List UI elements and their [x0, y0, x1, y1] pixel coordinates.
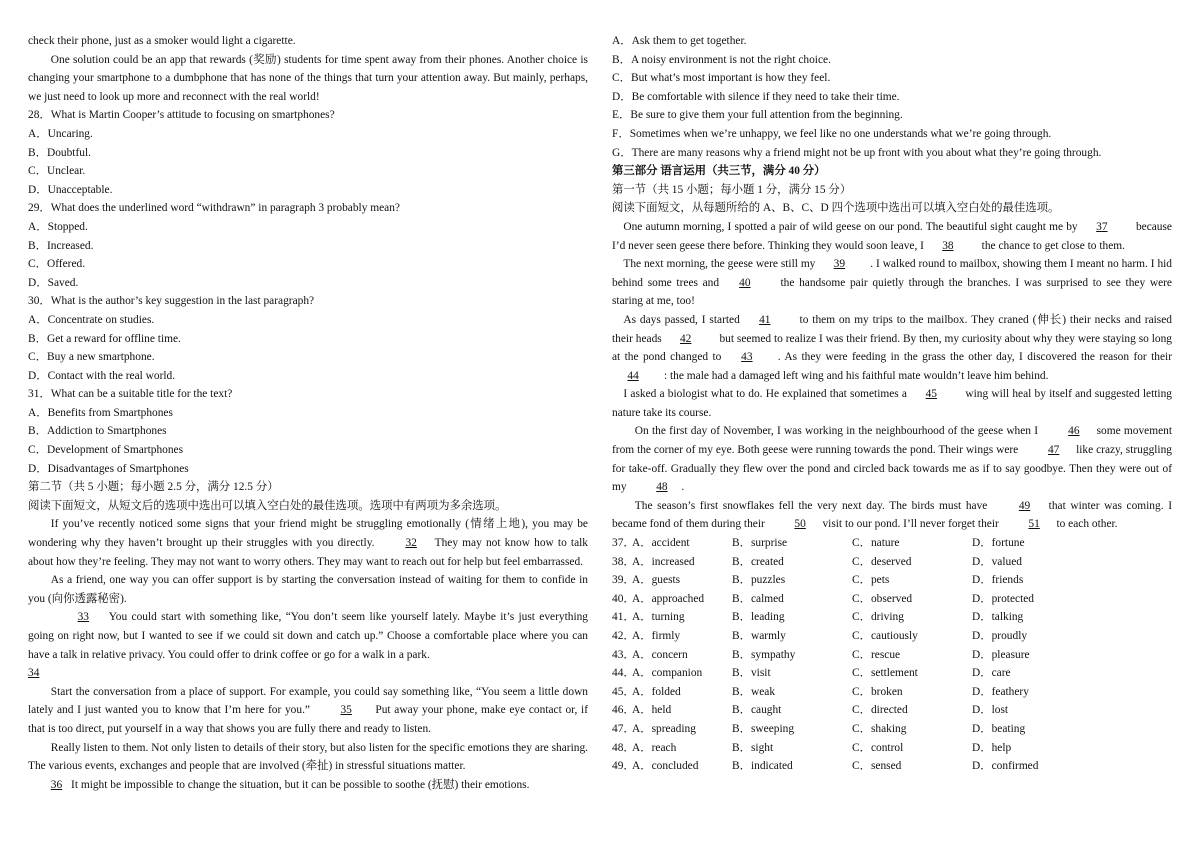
- choice-b: B．sympathy: [732, 648, 796, 661]
- q28-option-b: B．Doubtful.: [28, 146, 91, 159]
- blank-42: 42: [679, 332, 692, 345]
- item-number: 42．: [612, 630, 635, 642]
- text: .: [681, 481, 685, 494]
- section-2-instructions: 阅读下面短文，从短文后的选项中选出可以填入空白处的最佳选项。选项中有两项为多余选项。: [28, 499, 507, 512]
- choice-row-47: [612, 720, 1172, 739]
- item-number: 38．: [612, 555, 635, 568]
- choice-b: B．warmly: [732, 630, 786, 642]
- choice-a: A．turning: [632, 611, 685, 624]
- item-number: 44．: [612, 667, 635, 680]
- blank-48: 48: [656, 481, 668, 494]
- choice-d: D．valued: [972, 555, 1022, 568]
- choice-a: A．approached: [632, 592, 705, 605]
- choice-d: D．talking: [972, 611, 1024, 624]
- choice-d: D．proudly: [972, 630, 1028, 642]
- blank-39: 39: [833, 258, 846, 271]
- blank-35: 35: [340, 704, 352, 717]
- choice-d: D．lost: [972, 704, 1009, 717]
- text: the handsome pair quietly through the branches. I was surprised to see they were staring at me, too!: [612, 276, 1172, 308]
- choice-row-41: [612, 608, 1172, 627]
- blank-47: 47: [1047, 444, 1060, 457]
- item-number: 41．: [612, 611, 635, 624]
- text: One autumn morning, I spotted a pair of wild geese on our pond. The beautiful sight caught me by: [623, 220, 1081, 233]
- text: As days passed, I started: [623, 313, 744, 326]
- item-number: 43．: [612, 648, 635, 661]
- choice-c: C．broken: [852, 685, 903, 698]
- text: : the male had a damaged left wing and his faithful mate wouldn’t leave him behind.: [664, 369, 1049, 382]
- text: On the first day of November, I was working in the neighbourhood of the geese when I: [634, 425, 1042, 438]
- text: The season’s first snowflakes fell the very next day. The birds must have: [634, 499, 993, 512]
- gap-option-b: B．A noisy environment is not the right choice.: [612, 53, 831, 66]
- blank-36: 36: [50, 778, 63, 791]
- q29-option-a: A．Stopped.: [28, 220, 88, 233]
- choice-row-46: [612, 701, 1172, 720]
- blank-33: 33: [77, 611, 89, 624]
- choice-b: B．caught: [732, 704, 782, 717]
- choice-a: A．companion: [632, 667, 703, 680]
- choice-row-45: [612, 683, 1172, 702]
- gap-passage-paragraph-2: As a friend, one way you can offer support is by starting the conversation instead of waiting for them to confide in you (向你透露秘密).: [28, 574, 588, 605]
- text: If you’ve recently noticed some signs that your friend might be struggling emotionally (情绪上地), you may be wondering why they haven’t brought up their struggles with you directly.: [28, 518, 588, 550]
- choice-d: D．fortune: [972, 537, 1025, 550]
- blank-37: 37: [1096, 220, 1108, 233]
- question-28: 28．What is Martin Cooper’s attitude to focusing on smartphones?: [28, 109, 335, 122]
- item-number: 49．: [612, 760, 635, 773]
- choice-c: C．sensed: [852, 760, 902, 773]
- text: to them on my trips to the mailbox. They craned (伸长) their necks and raised their heads: [612, 313, 1172, 345]
- choice-d: D．beating: [972, 722, 1026, 735]
- item-number: 46．: [612, 704, 635, 717]
- part-3-title: 第三部分 语言运用（共三节，满分 40 分）: [612, 165, 826, 178]
- choice-a: A．spreading: [632, 722, 696, 735]
- q28-option-c: C．Unclear.: [28, 165, 86, 178]
- text: Start the conversation from a place of support. For example, you could say something like, “You seem a little down lately and I just wanted you to know that I’m here for you.”: [28, 685, 588, 717]
- choice-b: B．created: [732, 555, 784, 568]
- question-31: 31．What can be a suitable title for the text?: [28, 388, 233, 401]
- choice-d: D．protected: [972, 592, 1034, 605]
- choice-row-48: [612, 739, 1172, 758]
- passage-last-paragraph: One solution could be an app that rewards (奖励) students for time spent away from their phones. Another choice is changing your smartphone to a dumbphone that has none of the things that turn your attention away. But mainly, perhaps, we just need to look up more and reconnect with the real world!: [28, 53, 588, 103]
- choice-c: C．observed: [852, 592, 913, 605]
- choice-row-42: [612, 627, 1172, 646]
- text: Really listen to them. Not only listen to details of their story, but also listen for the specific emotions they are sharing. The various events, exchanges and people that are involved (牵扯) in stressful situations matter.: [28, 741, 588, 773]
- choice-row-38: [612, 553, 1172, 572]
- blank-50: 50: [794, 518, 806, 531]
- text: that winter was coming. I became fond of them during their: [612, 499, 1172, 531]
- item-number: 40．: [612, 592, 635, 605]
- text: They may not know how to talk about how they’re feeling. They may not want to worry others. They may want to reach out for help but feel embarrassed.: [28, 537, 588, 568]
- choice-c: C．directed: [852, 704, 908, 717]
- text: The next morning, the geese were still my: [623, 258, 819, 271]
- choice-b: B．weak: [732, 685, 776, 698]
- gap-passage-paragraph-5: [28, 739, 588, 795]
- blank-43: 43: [741, 351, 753, 364]
- cloze-paragraph-6: [612, 497, 1172, 534]
- choice-a: A．held: [632, 704, 672, 717]
- gap-option-g: G．There are many reasons why a friend might not be up front with you about what they’re going through.: [612, 146, 1102, 159]
- choice-row-40: [612, 590, 1172, 609]
- text: like crazy, struggling for take-off. Gradually they flew over the pond and circled back towards me as if to say goodbye. Then they were out of my: [612, 444, 1172, 494]
- blank-51: 51: [1028, 518, 1040, 531]
- text: I asked a biologist what to do. He explained that sometimes a: [623, 388, 911, 401]
- gap-passage-paragraph-3: [28, 608, 588, 664]
- choice-a: A．folded: [632, 685, 681, 698]
- choice-c: C．settlement: [852, 667, 918, 680]
- section-1-instructions: 阅读下面短文，从每题所给的 A、B、C、D 四个选项中选出可以填入空白处的最佳选项。: [612, 202, 1060, 215]
- choice-row-37: [612, 534, 1172, 553]
- choice-c: C．rescue: [852, 648, 901, 661]
- q30-option-a: A．Concentrate on studies.: [28, 313, 155, 326]
- choice-row-43: [612, 646, 1172, 665]
- choice-d: D．pleasure: [972, 648, 1030, 661]
- item-number: 48．: [612, 741, 635, 754]
- blank-46: 46: [1068, 425, 1080, 438]
- gap-option-d: D．Be comfortable with silence if they need to take their time.: [612, 90, 900, 103]
- q28-option-d: D．Unacceptable.: [28, 183, 113, 196]
- question-30: 30．What is the author’s key suggestion in the last paragraph?: [28, 295, 315, 308]
- choice-a: A．reach: [632, 741, 677, 754]
- text: Put away your phone, make eye contact or, if that is too direct, put yourself in a way that shows you are fully there and ready to listen.: [28, 704, 588, 735]
- cloze-paragraph-1: [612, 218, 1172, 255]
- q31-option-c: C．Development of Smartphones: [28, 444, 184, 457]
- blank-34: 34: [28, 667, 40, 680]
- q29-option-b: B．Increased.: [28, 239, 94, 252]
- choice-b: B．leading: [732, 611, 785, 624]
- cloze-paragraph-4: [612, 385, 1172, 422]
- passage-fragment: check their phone, just as a smoker would light a cigarette.: [28, 35, 296, 47]
- blank-38: 38: [942, 239, 954, 252]
- q31-option-a: A．Benefits from Smartphones: [28, 406, 173, 419]
- gap-passage-paragraph-1: [28, 515, 588, 571]
- blank-40: 40: [739, 276, 751, 289]
- question-29: 29．What does the underlined word “withdrawn” in paragraph 3 probably mean?: [28, 202, 400, 215]
- choice-d: D．friends: [972, 574, 1024, 587]
- text: visit to our pond. I’ll never forget their: [819, 518, 1002, 531]
- text: wing will heal by itself and suggested letting nature take its course.: [612, 388, 1172, 419]
- right-column: [612, 32, 1172, 776]
- item-number: 37．: [612, 537, 635, 550]
- item-number: 45．: [612, 685, 635, 698]
- choice-c: C．driving: [852, 611, 904, 624]
- choice-c: C．cautiously: [852, 630, 918, 642]
- text: some movement from the corner of my eye. Both geese were running towards the pond. Their wings were: [612, 425, 1172, 457]
- section-2-title: 第二节（共 5 小题；每小题 2.5 分，满分 12.5 分）: [28, 481, 279, 494]
- choice-a: A．firmly: [632, 630, 681, 642]
- q29-option-c: C．Offered.: [28, 258, 86, 271]
- q29-option-d: D．Saved.: [28, 276, 79, 289]
- blank-44: 44: [627, 369, 639, 382]
- text: the chance to get close to them.: [978, 239, 1125, 252]
- choice-a: A．concluded: [632, 760, 699, 773]
- choice-b: B．sight: [732, 741, 774, 754]
- q30-option-c: C．Buy a new smartphone.: [28, 351, 155, 364]
- choice-row-49: [612, 757, 1172, 776]
- q28-option-a: A．Uncaring.: [28, 127, 93, 140]
- choice-b: B．puzzles: [732, 574, 786, 587]
- choice-row-39: [612, 571, 1172, 590]
- choice-c: C．control: [852, 741, 904, 754]
- choice-b: B．surprise: [732, 537, 788, 550]
- choice-a: A．increased: [632, 555, 695, 568]
- section-1-title: 第一节（共 15 小题；每小题 1 分，满分 15 分）: [612, 183, 852, 196]
- text: It might be impossible to change the situation, but it can be possible to soothe (抚慰) their emotions.: [68, 778, 530, 791]
- gap-option-c: C．But what’s most important is how they feel.: [612, 72, 831, 85]
- text: to each other.: [1053, 518, 1118, 531]
- gap-option-e: E．Be sure to give them your full attention from the beginning.: [612, 109, 903, 122]
- choice-d: D．help: [972, 741, 1012, 754]
- cloze-paragraph-3: [612, 311, 1172, 385]
- choice-b: B．calmed: [732, 592, 784, 605]
- left-column: [28, 32, 588, 794]
- q30-option-b: B．Get a reward for offline time.: [28, 332, 181, 345]
- choice-c: C．pets: [852, 574, 890, 587]
- text: . As they were feeding in the grass the other day, I discovered the reason for their: [777, 351, 1173, 364]
- blank-45: 45: [925, 388, 937, 401]
- q30-option-d: D．Contact with the real world.: [28, 369, 176, 382]
- blank-41: 41: [759, 313, 771, 326]
- choice-a: A．concern: [632, 648, 688, 661]
- choice-a: A．guests: [632, 574, 681, 587]
- text: You could start with something like, “You don’t seem like yourself lately. Maybe it’s just everything going on right now, but I wanted to see if we could sit down and catch up.” Choose a comfortable place where you can have a talk in relative privacy. You could offer to drink coffee or go for a walk in a park.: [28, 611, 588, 661]
- choice-d: D．confirmed: [972, 760, 1039, 773]
- choice-c: C．deserved: [852, 555, 912, 568]
- blank-32: 32: [405, 537, 417, 550]
- cloze-paragraph-2: [612, 255, 1172, 311]
- item-number: 47．: [612, 722, 635, 735]
- choice-a: A．accident: [632, 537, 690, 550]
- q31-option-d: D．Disadvantages of Smartphones: [28, 462, 189, 475]
- cloze-choices: [612, 534, 1172, 776]
- choice-b: B．sweeping: [732, 722, 795, 735]
- text: but seemed to realize I was their friend. By then, my curiosity about why they were staying so long at the pond changed to: [612, 332, 1172, 364]
- q31-option-b: B．Addiction to Smartphones: [28, 425, 167, 438]
- gap-option-a: A．Ask them to get together.: [612, 35, 747, 47]
- text: . I walked round to mailbox, showing them I meant no harm. I hid behind some trees and: [612, 258, 1172, 289]
- choice-c: C．nature: [852, 537, 900, 550]
- item-number: 39．: [612, 574, 635, 587]
- choice-d: D．feathery: [972, 685, 1029, 698]
- gap-passage-paragraph-4: [28, 683, 588, 739]
- choice-b: B．visit: [732, 667, 771, 680]
- gap-passage-blank-line: [28, 664, 588, 683]
- blank-49: 49: [1018, 499, 1031, 512]
- text: because I’d never seen geese there before. Thinking they would soon leave, I: [612, 220, 1172, 252]
- choice-d: D．care: [972, 667, 1011, 680]
- choice-c: C．shaking: [852, 722, 907, 735]
- choice-row-44: [612, 664, 1172, 683]
- gap-option-f: F．Sometimes when we’re unhappy, we feel like no one understands what we’re going through.: [612, 127, 1052, 140]
- cloze-paragraph-5: [612, 422, 1172, 496]
- choice-b: B．indicated: [732, 760, 793, 773]
